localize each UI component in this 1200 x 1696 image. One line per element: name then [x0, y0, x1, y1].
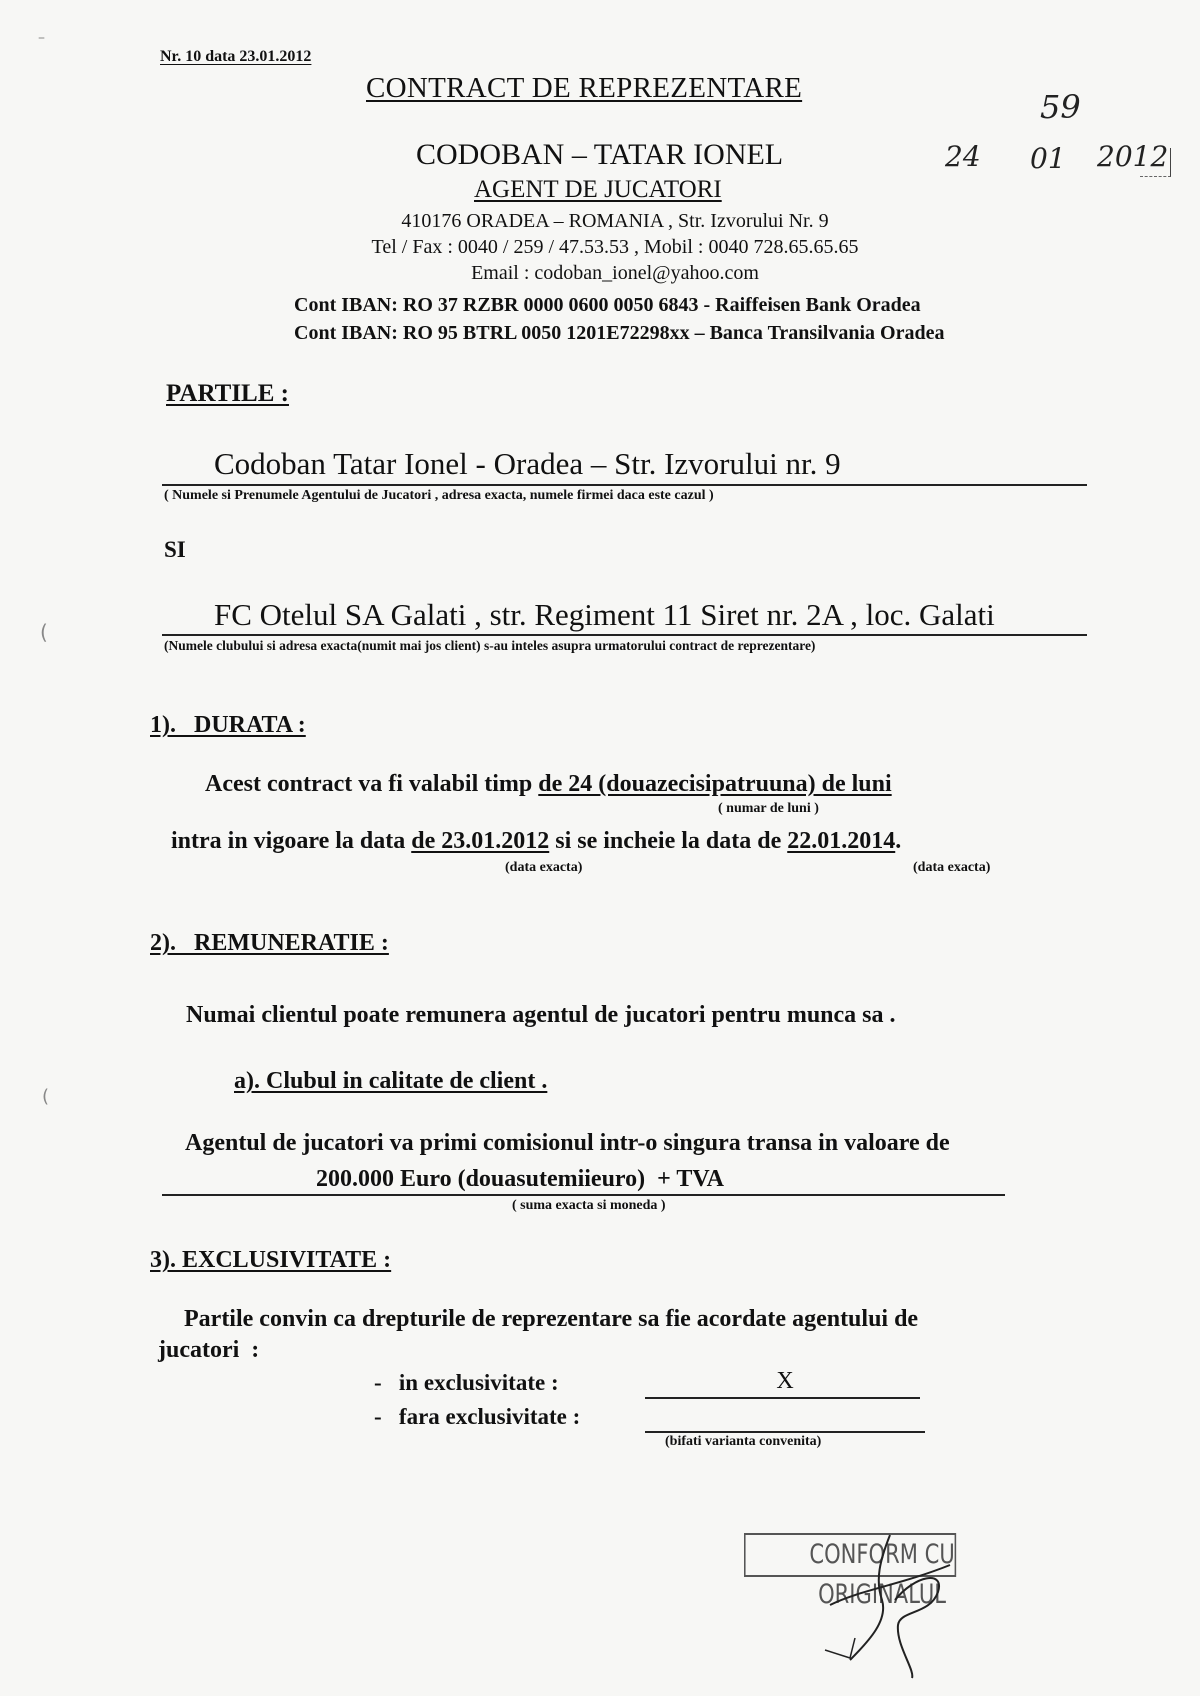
handwritten-day: 24: [945, 140, 981, 173]
agent-email: Email : codoban_ionel@yahoo.com: [471, 262, 759, 284]
exclusivity-option-2-line: [645, 1431, 925, 1433]
duration-start-hint: (data exacta): [505, 860, 583, 875]
margin-mark-left-2: (: [42, 1086, 50, 1107]
exclusivity-option-2-label: - fara exclusivitate :: [374, 1404, 581, 1429]
agent-iban-1: Cont IBAN: RO 37 RZBR 0000 0600 0050 6843 - Raiffeisen Bank Oradea: [294, 294, 921, 316]
parties-conjunction: SI: [164, 537, 186, 562]
exclusivity-text-line-2: jucatori :: [158, 1337, 260, 1363]
document-reference: Nr. 10 data 23.01.2012: [160, 48, 312, 65]
agent-role-heading: AGENT DE JUCATORI: [474, 176, 722, 203]
margin-mark-left-1: (: [40, 620, 48, 644]
exclusivity-text-line-1: Partile convin ca drepturile de reprezentare sa fie acordate agentului de: [184, 1306, 919, 1332]
handwritten-registration-number: 59: [1040, 88, 1081, 126]
signature-stroke-1: [850, 1535, 890, 1660]
margin-mark-top: –: [38, 30, 45, 46]
handwritten-month: 01: [1030, 142, 1066, 175]
duration-start-value: de 23.01.2012: [411, 828, 550, 854]
remuneration-amount-line: [162, 1194, 1005, 1196]
agent-name-heading: CODOBAN – TATAR IONEL: [416, 138, 784, 171]
signature-scribble: [820, 1530, 980, 1680]
club-party-value: FC Otelul SA Galati , str. Regiment 11 Siret nr. 2A , loc. Galati: [214, 597, 995, 632]
duration-line-1-text: Acest contract va fi valabil timp: [205, 771, 533, 797]
handwritten-year-box: [1140, 148, 1171, 177]
handwritten-year: 2012: [1097, 140, 1169, 173]
duration-heading: 1). DURATA :: [150, 712, 306, 738]
agent-party-hint: ( Numele si Prenumele Agentului de Jucatori , adresa exacta, numele firmei daca este cazul ): [164, 488, 714, 503]
remuneration-sub-heading: a). Clubul in calitate de client .: [234, 1068, 548, 1094]
duration-end-value: 22.01.2014: [787, 828, 896, 854]
remuneration-text: Agentul de jucatori va primi comisionul intr-o singura transa in valoare de: [185, 1130, 950, 1156]
club-party-line: [162, 634, 1087, 636]
signature-stroke-3: [895, 1578, 939, 1678]
duration-line-2-end: .: [895, 828, 902, 854]
remuneration-amount-hint: ( suma exacta si moneda ): [512, 1198, 666, 1213]
signature-stroke-2: [830, 1565, 950, 1605]
exclusivity-option-1-mark: X: [776, 1368, 794, 1394]
remuneration-amount-value: 200.000 Euro (douasutemiieuro) + TVA: [316, 1166, 724, 1192]
parties-heading: PARTILE :: [166, 380, 289, 407]
exclusivity-option-1-label: - in exclusivitate :: [374, 1370, 559, 1395]
agent-party-value: Codoban Tatar Ionel - Oradea – Str. Izvorului nr. 9: [214, 446, 841, 481]
duration-line-2-mid: si se incheie la data de: [555, 828, 782, 854]
exclusivity-heading: 3). EXCLUSIVITATE :: [150, 1247, 392, 1273]
duration-months-hint: ( numar de luni ): [718, 801, 819, 816]
duration-line-2: [171, 828, 901, 855]
contract-title: CONTRACT DE REPREZENTARE: [366, 72, 803, 104]
duration-line-1: [205, 771, 892, 798]
duration-end-hint: (data exacta): [913, 860, 991, 875]
agent-address: 410176 ORADEA – ROMANIA , Str. Izvorului Nr. 9: [401, 210, 829, 232]
agent-party-line: [162, 484, 1087, 486]
signature-stroke-4: [825, 1638, 855, 1658]
club-party-hint: (Numele clubului si adresa exacta(numit mai jos client) s-au inteles asupra urmatorului contract de reprezentare): [164, 638, 816, 653]
remuneration-heading: 2). REMUNERATIE :: [150, 930, 389, 956]
agent-phone: Tel / Fax : 0040 / 259 / 47.53.53 , Mobil : 0040 728.65.65.65: [371, 236, 859, 258]
duration-months-value: de 24 (douazecisipatruuna) de luni: [538, 771, 892, 797]
exclusivity-hint: (bifati varianta convenita): [665, 1434, 822, 1449]
agent-iban-2: Cont IBAN: RO 95 BTRL 0050 1201E72298xx – Banca Transilvania Oradea: [294, 322, 945, 344]
duration-line-2-text: intra in vigoare la data: [171, 828, 406, 854]
conform-stamp-text: CONFORM CU ORIGINALUL: [809, 1539, 955, 1610]
remuneration-intro: Numai clientul poate remunera agentul de jucatori pentru munca sa .: [186, 1002, 896, 1028]
exclusivity-option-1-line: [645, 1397, 920, 1399]
